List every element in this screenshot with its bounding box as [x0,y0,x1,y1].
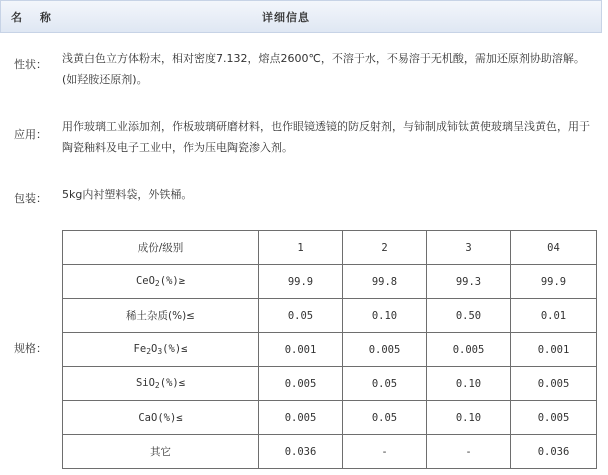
spec-row-name: $Fe_2O_3(\%)\le$ [63,333,259,367]
spec-cell: 0.05 [343,401,427,435]
spec-cell: 0.10 [427,401,511,435]
spec-row [63,435,597,469]
spec-row [63,367,597,401]
spec-row [63,333,597,367]
spec-cell: 99.9 [259,265,343,299]
spec-row-name: CeO$_2$(%)≥ [63,265,259,299]
info-header [0,0,602,33]
spec-row-name: CaO(%)≤ [63,401,259,435]
spec-header-row [63,231,597,265]
spec-cell: 99.3 [427,265,511,299]
spec-cell: 0.05 [259,299,343,333]
spec-cell: 0.001 [259,333,343,367]
properties-text: 浅黄白色立方体粉末，相对密度7.132，熔点2600℃，不溶于水，不易溶于无机酸，需加还原剂协助溶解。(如羟胺还原剂)。 [62,52,585,86]
spec-header-cell: 2 [343,231,427,265]
packaging-label: 包装： [14,192,47,205]
application-label: 应用： [14,128,47,141]
spec-cell: 0.005 [259,367,343,401]
spec-cell: 0.01 [511,299,597,333]
spec-cell: 0.005 [427,333,511,367]
spec-row [63,401,597,435]
properties-label: 性状： [14,58,47,71]
spec-cell: 0.005 [259,401,343,435]
spec-cell: - [343,435,427,469]
spec-cell: 0.036 [259,435,343,469]
spec-header-cell: 04 [511,231,597,265]
spec-cell: 0.50 [427,299,511,333]
spec-row-name: SiO$_2$(%)≤ [63,367,259,401]
spec-cell: 0.005 [511,367,597,401]
spec-cell: 0.10 [427,367,511,401]
spec-row [63,299,597,333]
spec-row-name: 其它 [63,435,259,469]
spec-header-cell: 成份/级别 [63,231,259,265]
name-column-header: 名 称 [11,11,58,24]
spec-label: 规格： [14,342,47,355]
application-text: 用作玻璃工业添加剂，作板玻璃研磨材料，也作眼镜透镜的防反射剂，与铈制成铈钛黄使玻璃呈浅黄色，用于陶瓷釉料及电子工业中，作为压电陶瓷渗入剂。 [62,120,590,154]
spec-row [63,265,597,299]
spec-cell: 0.05 [343,367,427,401]
spec-cell: 99.9 [511,265,597,299]
packaging-text: 5kg内衬塑料袋，外铁桶。 [62,188,193,201]
spec-cell: 99.8 [343,265,427,299]
spec-cell: 0.005 [343,333,427,367]
spec-cell: 0.001 [511,333,597,367]
spec-row-name: 稀土杂质(%)≤ [63,299,259,333]
spec-cell: - [427,435,511,469]
spec-header-cell: 1 [259,231,343,265]
spec-header-cell: 3 [427,231,511,265]
spec-cell: 0.10 [343,299,427,333]
spec-cell: 0.005 [511,401,597,435]
spec-table [62,230,597,469]
detail-column-header: 详细信息 [262,11,310,24]
spec-cell: 0.036 [511,435,597,469]
